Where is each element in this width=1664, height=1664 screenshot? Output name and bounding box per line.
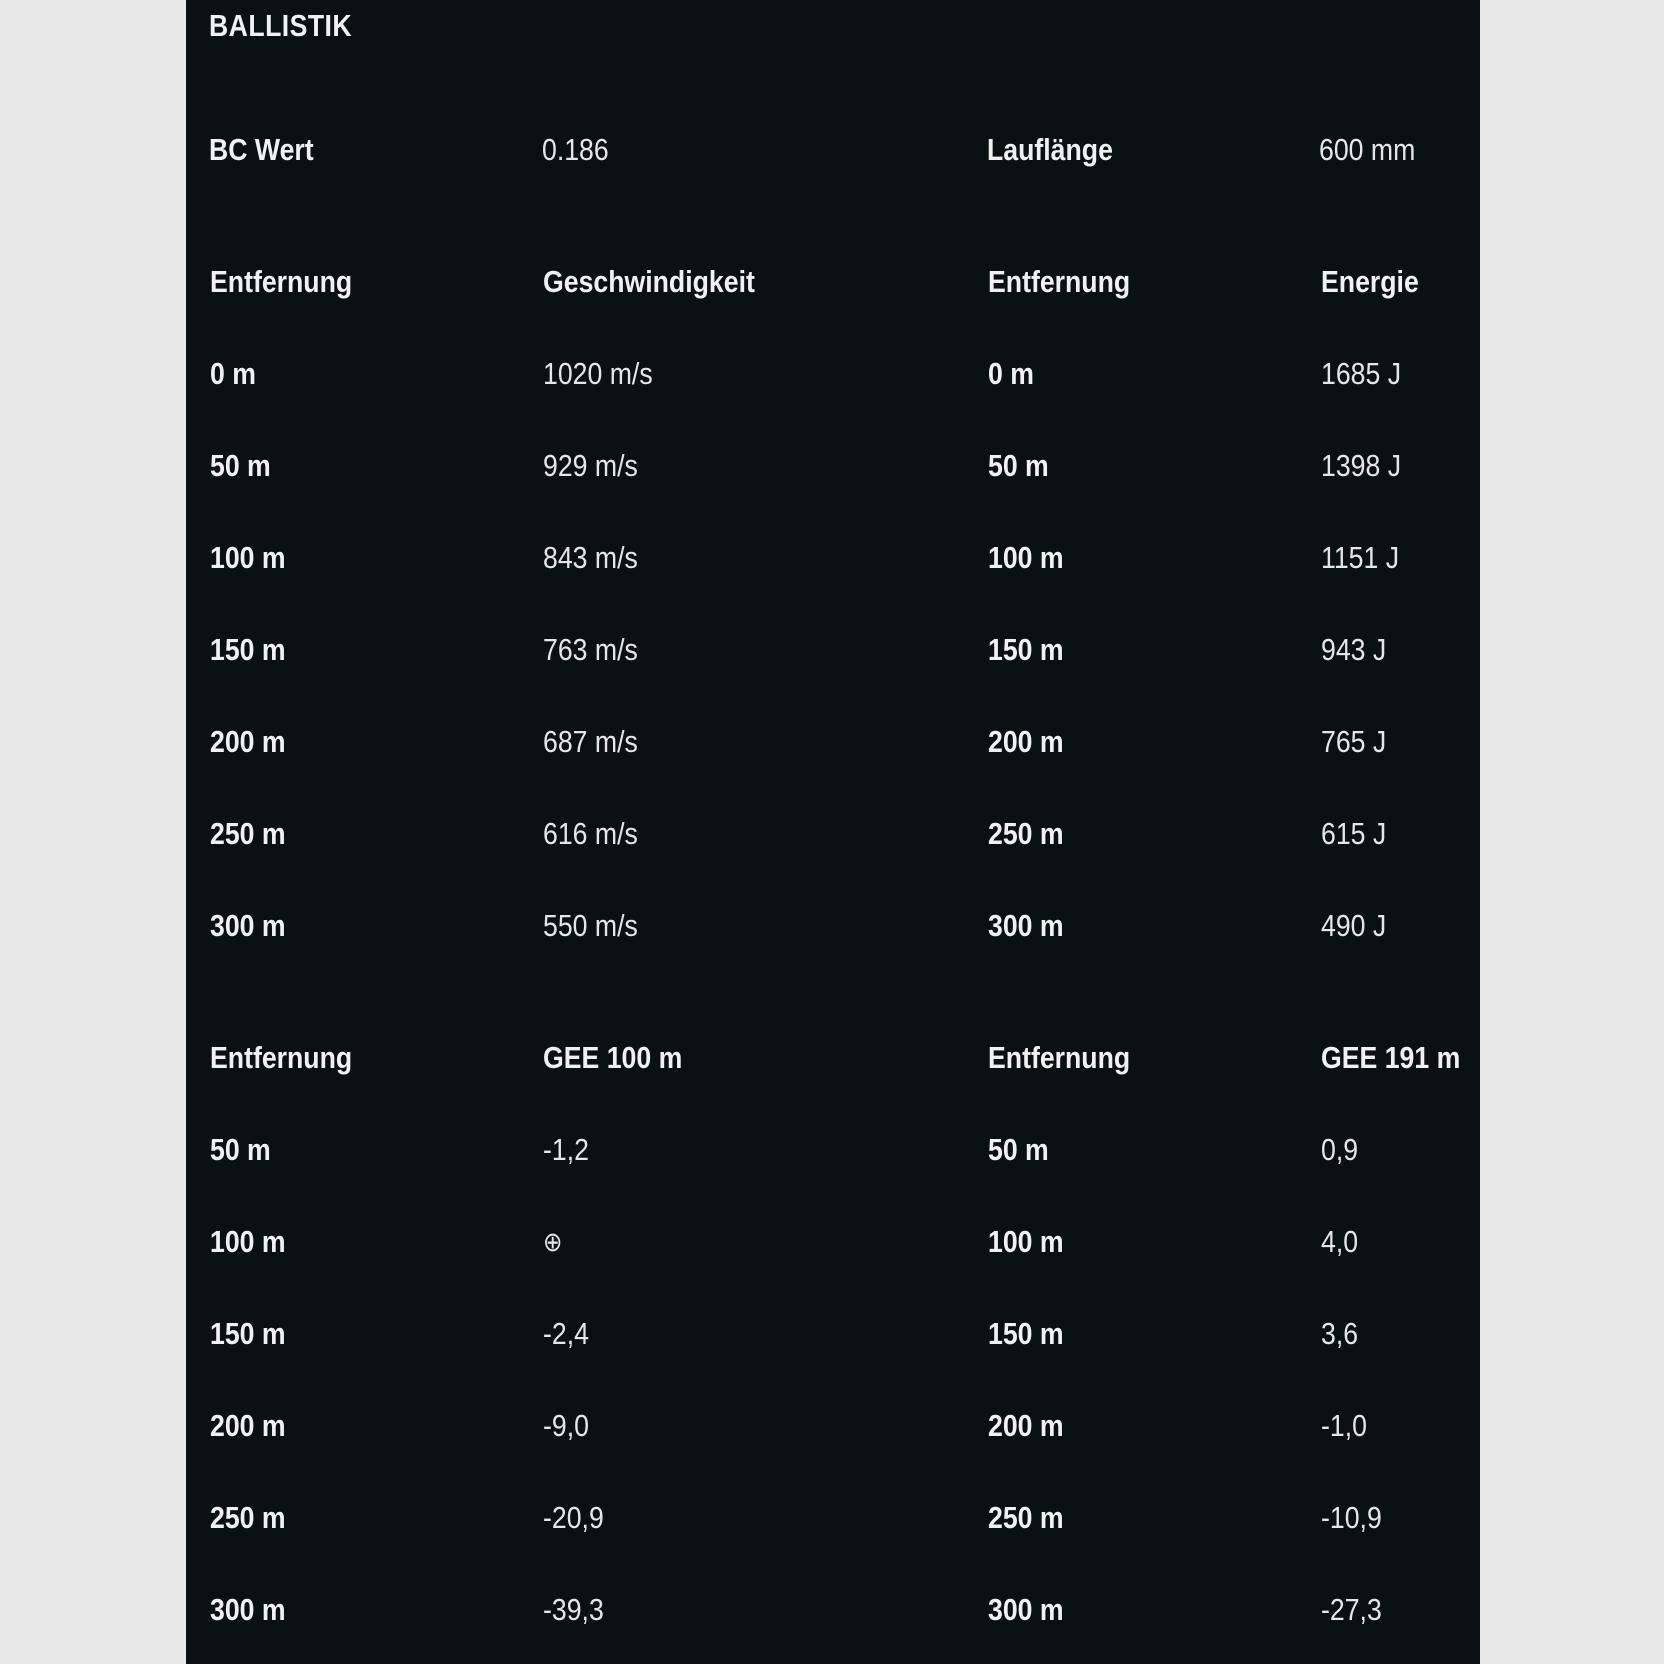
energy-cell: 615 J — [1321, 816, 1387, 851]
distance-cell: 200 m — [210, 1408, 286, 1443]
distance-cell: 300 m — [988, 908, 1064, 943]
section-title: BALLISTIK — [209, 8, 353, 43]
velocity-cell: 550 m/s — [543, 908, 638, 943]
gee-191-cell: 4,0 — [1321, 1224, 1359, 1259]
distance-cell: 50 m — [210, 448, 271, 483]
table-row — [186, 1314, 1480, 1354]
table-row — [186, 630, 1480, 670]
distance-cell: 100 m — [210, 540, 286, 575]
velocity-cell: 687 m/s — [543, 724, 638, 759]
header-distance: Entfernung — [210, 264, 353, 299]
distance-cell: 250 m — [210, 816, 286, 851]
gee-100-cell: -9,0 — [543, 1408, 589, 1443]
table-row — [186, 354, 1480, 394]
distance-cell: 200 m — [210, 724, 286, 759]
bc-label: BC Wert — [209, 132, 314, 167]
velocity-cell: 616 m/s — [543, 816, 638, 851]
distance-cell: 0 m — [988, 356, 1034, 391]
header-gee-100: GEE 100 m — [543, 1040, 683, 1075]
distance-cell: 200 m — [988, 1408, 1064, 1443]
header-distance: Entfernung — [988, 1040, 1131, 1075]
distance-cell: 100 m — [210, 1224, 286, 1259]
energy-cell: 765 J — [1321, 724, 1387, 759]
table-row — [186, 446, 1480, 486]
distance-cell: 200 m — [988, 724, 1064, 759]
header-distance: Entfernung — [988, 264, 1131, 299]
gee-100-cell: -20,9 — [543, 1500, 604, 1535]
velocity-energy-header — [186, 262, 1480, 302]
distance-cell: 250 m — [988, 1500, 1064, 1535]
distance-cell: 100 m — [988, 1224, 1064, 1259]
gee-191-cell: -27,3 — [1321, 1592, 1382, 1627]
header-velocity: Geschwindigkeit — [543, 264, 755, 299]
gee-100-cell: -1,2 — [543, 1132, 589, 1167]
crosshair-icon: ⊕ — [543, 1227, 563, 1257]
header-energy: Energie — [1321, 264, 1419, 299]
gee-191-cell: -10,9 — [1321, 1500, 1382, 1535]
table-row — [186, 722, 1480, 762]
barrel-length-value: 600 mm — [1319, 132, 1416, 167]
table-row — [186, 906, 1480, 946]
table-row — [186, 1590, 1480, 1630]
table-row — [186, 1406, 1480, 1446]
gee-header — [186, 1038, 1480, 1078]
gee-100-cell: -39,3 — [543, 1592, 604, 1627]
specs-row — [186, 130, 1480, 170]
distance-cell: 150 m — [210, 632, 286, 667]
gee-100-cell: -2,4 — [543, 1316, 589, 1351]
distance-cell: 150 m — [988, 632, 1064, 667]
bc-value: 0.186 — [542, 132, 609, 167]
velocity-cell: 929 m/s — [543, 448, 638, 483]
table-row — [186, 1130, 1480, 1170]
distance-cell: 250 m — [210, 1500, 286, 1535]
table-row — [186, 814, 1480, 854]
energy-cell: 1398 J — [1321, 448, 1402, 483]
table-row — [186, 1222, 1480, 1262]
distance-cell: 50 m — [210, 1132, 271, 1167]
distance-cell: 300 m — [210, 908, 286, 943]
header-gee-191: GEE 191 m — [1321, 1040, 1461, 1075]
energy-cell: 1151 J — [1321, 540, 1400, 575]
distance-cell: 50 m — [988, 448, 1049, 483]
distance-cell: 150 m — [988, 1316, 1064, 1351]
table-row — [186, 538, 1480, 578]
energy-cell: 943 J — [1321, 632, 1387, 667]
distance-cell: 300 m — [210, 1592, 286, 1627]
distance-cell: 50 m — [988, 1132, 1049, 1167]
gee-191-cell: 3,6 — [1321, 1316, 1359, 1351]
barrel-length-label: Lauflänge — [987, 132, 1113, 167]
distance-cell: 0 m — [210, 356, 256, 391]
energy-cell: 1685 J — [1321, 356, 1402, 391]
energy-cell: 490 J — [1321, 908, 1387, 943]
velocity-cell: 843 m/s — [543, 540, 638, 575]
velocity-cell: 763 m/s — [543, 632, 638, 667]
distance-cell: 100 m — [988, 540, 1064, 575]
header-distance: Entfernung — [210, 1040, 353, 1075]
velocity-cell: 1020 m/s — [543, 356, 653, 391]
distance-cell: 150 m — [210, 1316, 286, 1351]
ballistics-panel — [186, 0, 1480, 1664]
distance-cell: 300 m — [988, 1592, 1064, 1627]
gee-191-cell: -1,0 — [1321, 1408, 1367, 1443]
table-row — [186, 1498, 1480, 1538]
distance-cell: 250 m — [988, 816, 1064, 851]
gee-191-cell: 0,9 — [1321, 1132, 1359, 1167]
